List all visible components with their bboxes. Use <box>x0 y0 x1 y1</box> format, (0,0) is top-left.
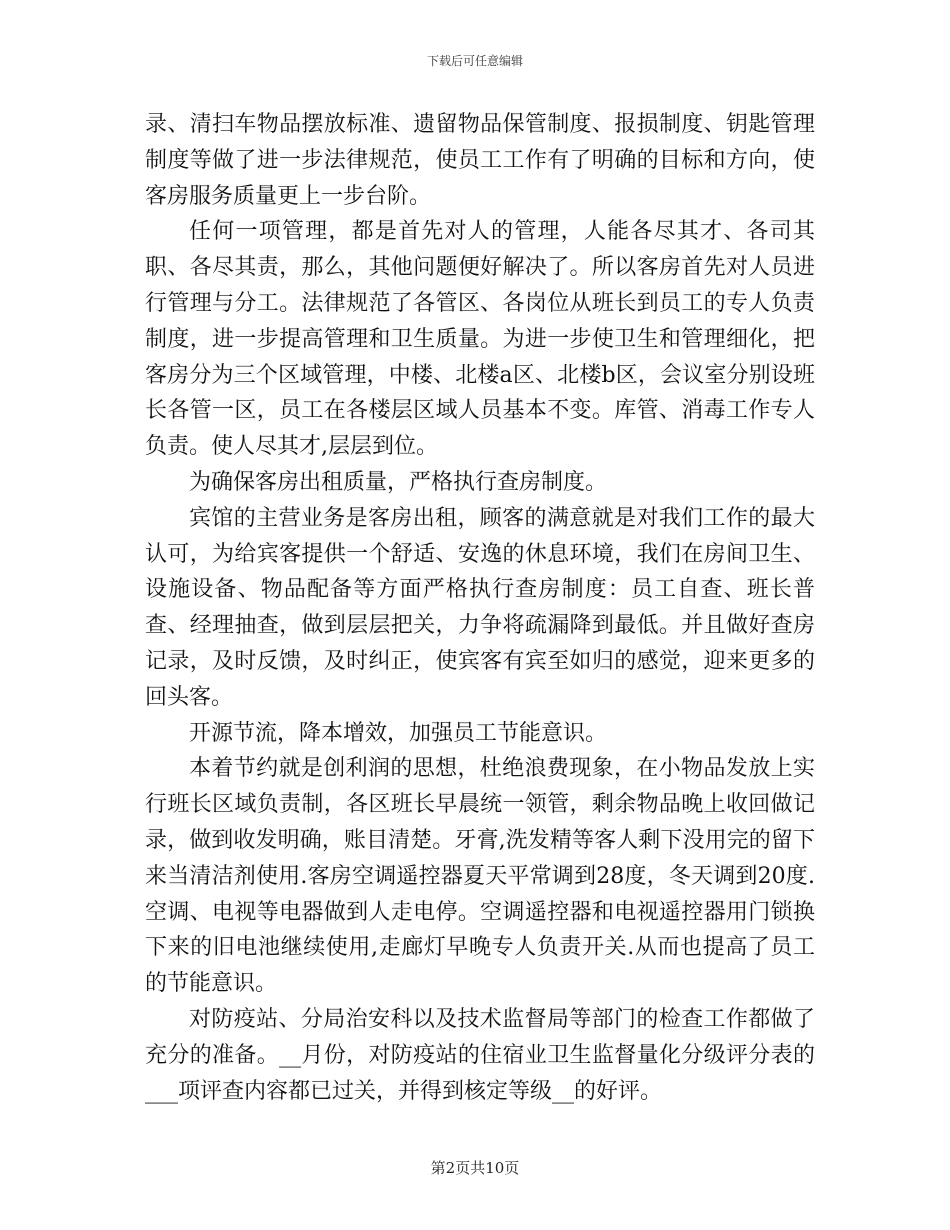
paragraph-energy-saving: 本着节约就是创利润的思想，杜绝浪费现象，在小物品发放上实行班长区域负责制，各区班长早晨统一领管，剩余物品晚上收回做记录，做到收发明确，账目清楚。牙膏,洗发精等客人剩下没用完的留下来当清洁剂使用.客房空调遥控器夏天平常调到28度，冬天调到20度.空调、电视等电器做到人走电停。空调遥控器和电视遥控器用门锁换下来的旧电池继续使用,走廊灯早晚专人负责开关.从而也提高了员工的节能意识。 <box>145 756 815 997</box>
paragraph-heading-room-inspection: 为确保客房出租质量，严格执行查房制度。 <box>189 469 608 495</box>
paragraph-heading-energy-saving: 开源节流，降本增效，加强员工节能意识。 <box>189 720 608 746</box>
paragraph-room-inspection: 宾馆的主营业务是客房出租，顾客的满意就是对我们工作的最大认可，为给宾客提供一个舒适、安逸的休息环境，我们在房间卫生、设施设备、物品配备等方面严格执行查房制度：员工自查、班长普查、经理抽查，做到层层把关，力争将疏漏降到最低。并且做好查房记录，及时反馈，及时纠正，使宾客有宾至如归的感觉，迎来更多的回头客。 <box>145 505 815 710</box>
page-header: 下载后可任意编辑 <box>426 54 523 68</box>
paragraph-inspections: 对防疫站、分局治安科以及技术监督局等部门的检查工作都做了充分的准备。__月份，对防疫站的住宿业卫生监督量化分级评分表的___项评查内容都已过关，并得到核定等级__的好评。 <box>145 1006 815 1104</box>
document-body <box>145 107 815 1109</box>
page-footer: 第2页共10页 <box>430 1159 520 1177</box>
paragraph-continued: 录、清扫车物品摆放标准、遗留物品保管制度、报损制度、钥匙管理制度等做了进一步法律规范，使员工工作有了明确的目标和方向，使客房服务质量更上一步台阶。 <box>145 112 815 209</box>
paragraph-staff-management: 任何一项管理，都是首先对人的管理，人能各尽其才、各司其职、各尽其责，那么，其他问题便好解决了。所以客房首先对人员进行管理与分工。法律规范了各管区、各岗位从班长到员工的专人负责制度，进一步提高管理和卫生质量。为进一步使卫生和管理细化，把客房分为三个区域管理，中楼、北楼a区、北楼b区，会议室分别设班长各管一区，员工在各楼层区域人员基本不变。库管、消毒工作专人负责。使人尽其才,层层到位。 <box>145 219 815 460</box>
